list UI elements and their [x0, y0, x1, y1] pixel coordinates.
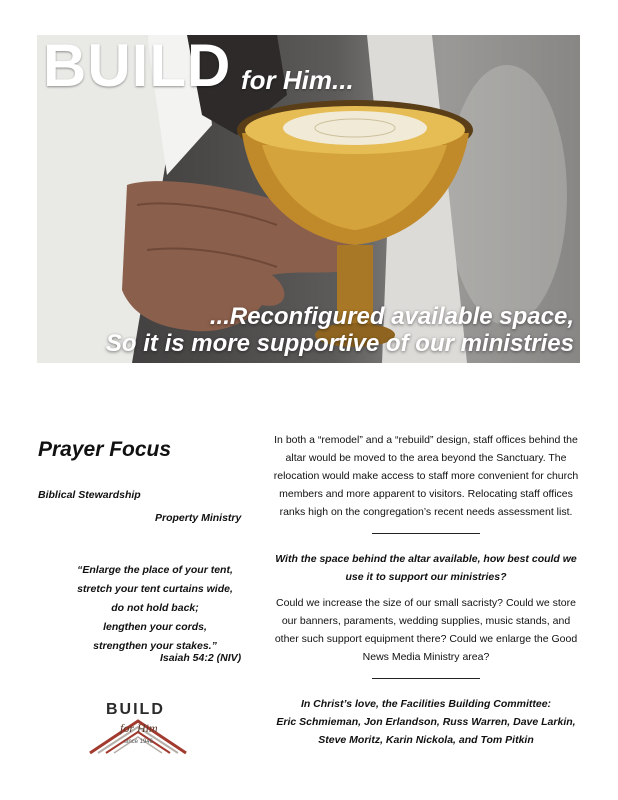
right-column	[270, 431, 582, 749]
verse-reference: Isaiah 54:2 (NIV)	[160, 652, 242, 664]
hero-subtitle: for Him...	[241, 65, 354, 95]
verse-line: “Enlarge the place of your tent,	[77, 564, 233, 576]
verse-line: do not hold back;	[111, 602, 199, 614]
build-for-him-logo	[84, 701, 192, 757]
scripture-verse	[50, 561, 260, 656]
hero-title: BUILD	[43, 35, 232, 99]
hero-caption-line1: ...Reconfigured available space,	[209, 303, 574, 330]
divider	[372, 533, 480, 534]
ideas-paragraph: Could we increase the size of our small sacristy? Could we store our banners, paraments, wedding supplies, music stands, and other such support equipment there? Could we enlarge the Good News Media Ministry area?	[274, 597, 578, 663]
hero-banner	[37, 35, 580, 363]
divider	[372, 678, 480, 679]
verse-line: lengthen your cords,	[103, 621, 207, 633]
prayer-focus-heading: Prayer Focus	[38, 438, 172, 461]
verse-line: stretch your tent curtains wide,	[77, 583, 233, 595]
logo-since: since 1946	[124, 739, 154, 745]
closing-line1: In Christ’s love, the Facilities Building Committee:	[300, 698, 552, 710]
logo-word: BUILD	[106, 701, 165, 718]
hero-caption-line2: So it is more supportive of our ministries	[105, 330, 574, 357]
intro-paragraph: In both a “remodel” and a “rebuild” design, staff offices behind the altar would be moved to the area beyond the Sanctuary. The relocation would make access to staff more convenient for church members and more apparent to visitors. Relocating staff offices ranks high on the congregation’s recent needs assessment list.	[273, 434, 579, 518]
logo-script: for Him	[120, 721, 158, 735]
focus-biblical-stewardship: Biblical Stewardship	[38, 489, 141, 501]
question-paragraph: With the space behind the altar available, how best could we use it to support our ministries?	[275, 553, 577, 583]
closing-line2: Eric Schmieman, Jon Erlandson, Russ Warren, Dave Larkin,	[276, 716, 576, 728]
focus-property-ministry: Property Ministry	[155, 512, 242, 524]
verse-line: strengthen your stakes.”	[93, 640, 217, 652]
closing-line3: Steve Moritz, Karin Nickola, and Tom Pitkin	[318, 734, 534, 746]
